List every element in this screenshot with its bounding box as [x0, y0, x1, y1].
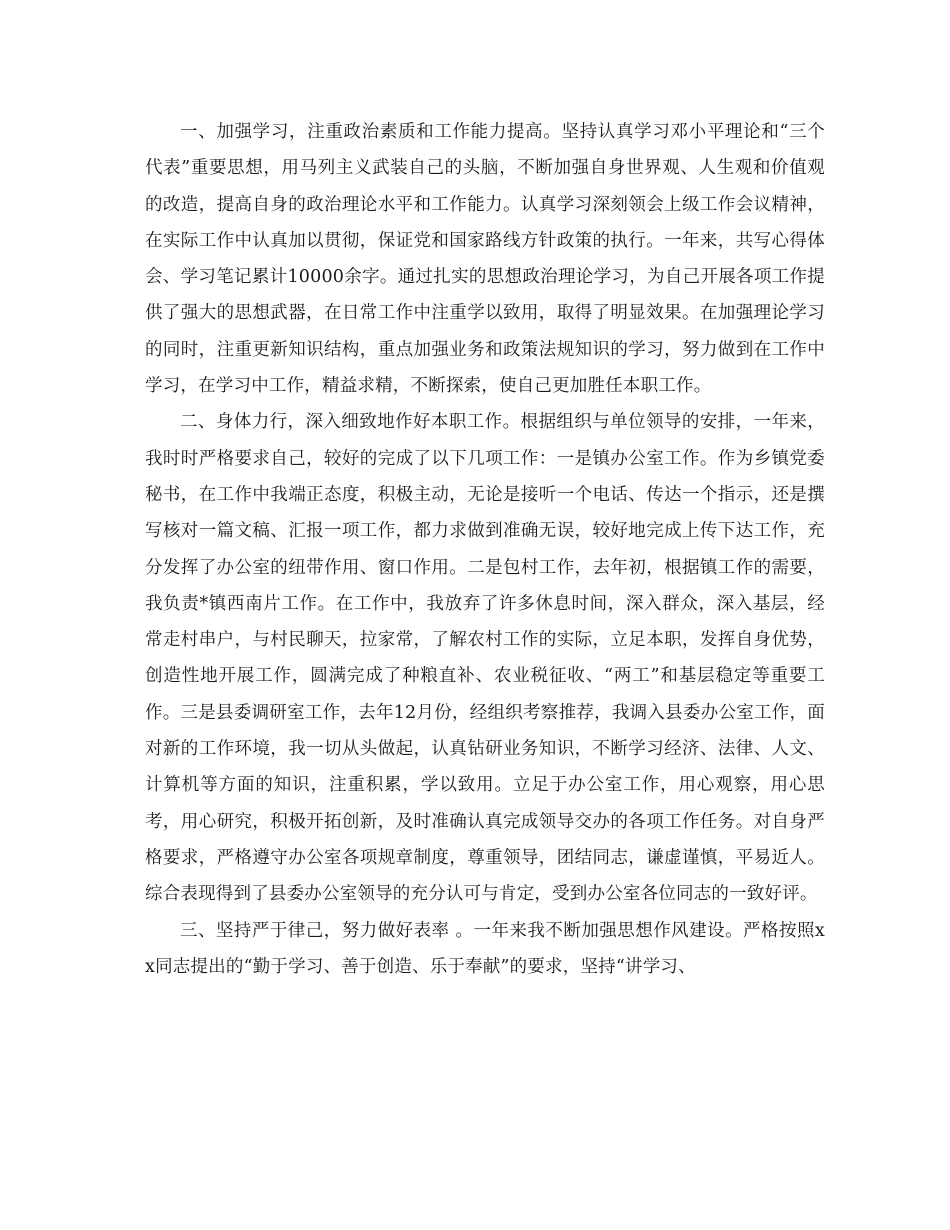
- document-body: [145, 114, 825, 985]
- paragraph-2: 二、身体力行，深入细致地作好本职工作。根据组织与单位领导的安排，一年来，我时时严格要求自己，较好的完成了以下几项工作：一是镇办公室工作。作为乡镇党委秘书，在工作中我端正态度，积极主动，无论是接听一个电话、传达一个指示，还是撰写核对一篇文稿、汇报一项工作，都力求做到准确无误，较好地完成上传下达工作，充分发挥了办公室的纽带作用、窗口作用。二是包村工作，去年初，根据镇工作的需要，我负责*镇西南片工作。在工作中，我放弃了许多休息时间，深入群众，深入基层，经常走村串户，与村民聊天，拉家常，了解农村工作的实际，立足本职，发挥自身优势，创造性地开展工作，圆满完成了种粮直补、农业税征收、“两工”和基层稳定等重要工作。三是县委调研室工作，去年12月份，经组织考察推荐，我调入县委办公室工作，面对新的工作环境，我一切从头做起，认真钻研业务知识，不断学习经济、法律、人文、计算机等方面的知识，注重积累，学以致用。立足于办公室工作，用心观察，用心思考，用心研究，积极开拓创新，及时准确认真完成领导交办的各项工作任务。对自身严格要求，严格遵守办公室各项规章制度，尊重领导，团结同志，谦虚谨慎，平易近人。综合表现得到了县委办公室领导的充分认可与肯定，受到办公室各位同志的一致好评。: [145, 412, 825, 905]
- paragraph-1: 一、加强学习，注重政治素质和工作能力提高。坚持认真学习邓小平理论和“三个代表”重要思想，用马列主义武装自己的头脑，不断加强自身世界观、人生观和价值观的改造，提高自身的政治理论水平和工作能力。认真学习深刻领会上级工作会议精神，在实际工作中认真加以贯彻，保证党和国家路线方针政策的执行。一年来，共写心得体会、学习笔记累计10000余字。通过扎实的思想政治理论学习，为自己开展各项工作提供了强大的思想武器，在日常工作中注重学以致用，取得了明显效果。在加强理论学习的同时，注重更新知识结构，重点加强业务和政策法规知识的学习，努力做到在工作中学习，在学习中工作，精益求精，不断探索，使自己更加胜任本职工作。: [145, 122, 825, 397]
- paragraph-3: 三、坚持严于律己，努力做好表率 。一年来我不断加强思想作风建设。严格按照xx同志提出的“勤于学习、善于创造、乐于奉献”的要求，坚持“讲学习、: [145, 920, 825, 977]
